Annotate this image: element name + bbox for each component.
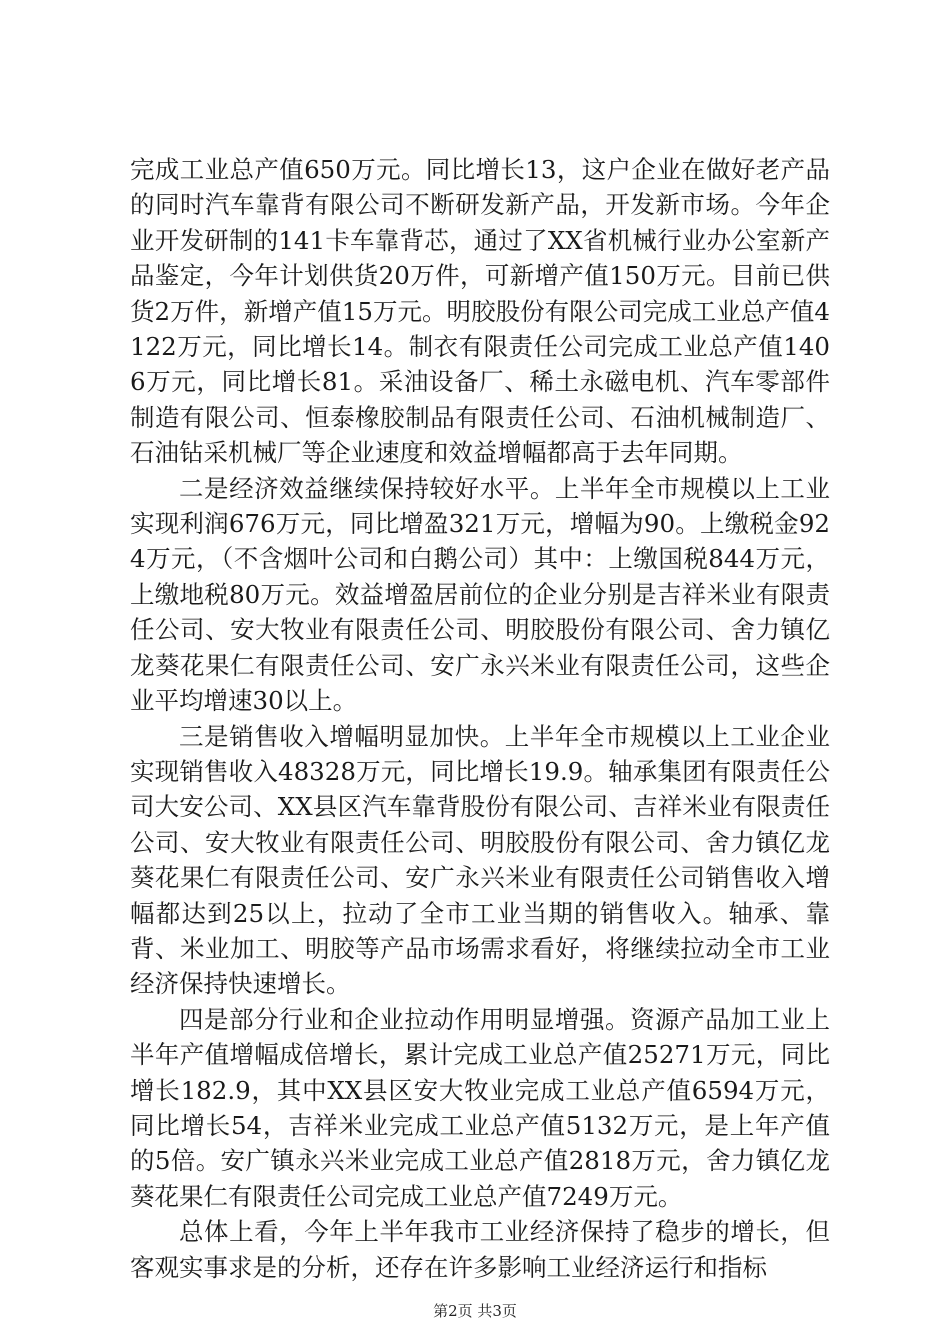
- document-body: [130, 152, 830, 1285]
- paragraph-5: 总体上看，今年上半年我市工业经济保持了稳步的增长，但客观实事求是的分析，还存在许多影响工业经济运行和指标: [130, 1217, 830, 1282]
- paragraph-4: 四是部分行业和企业拉动作用明显增强。资源产品加工业上半年产值增幅成倍增长，累计完成工业总产值25271万元，同比增长182.9，其中XX县区安大牧业完成工业总产值6594万元，同比增长54，吉祥米业完成工业总产值5132万元，是上年产值的5倍。安广镇永兴米业完成工业总产值2818万元，舍力镇亿龙葵花果仁有限责任公司完成工业总产值7249万元。: [130, 1004, 830, 1211]
- paragraph-3: 三是销售收入增幅明显加快。上半年全市规模以上工业企业实现销售收入48328万元，同比增长19.9。轴承集团有限责任公司大安公司、XX县区汽车靠背股份有限公司、吉祥米业有限责任公司、安大牧业有限责任公司、明胶股份有限公司、舍力镇亿龙葵花果仁有限责任公司、安广永兴米业有限责任公司销售收入增幅都达到25以上，拉动了全市工业当期的销售收入。轴承、靠背、米业加工、明胶等产品市场需求看好，将继续拉动全市工业经济保持快速增长。: [130, 721, 830, 999]
- paragraph-2: 二是经济效益继续保持较好水平。上半年全市规模以上工业实现利润676万元，同比增盈321万元，增幅为90。上缴税金924万元，（不含烟叶公司和白鹅公司）其中：上缴国税844万元，上缴地税80万元。效益增盈居前位的企业分别是吉祥米业有限责任公司、安大牧业有限责任公司、明胶股份有限公司、舍力镇亿龙葵花果仁有限责任公司、安广永兴米业有限责任公司，这些企业平均增速30以上。: [130, 473, 830, 716]
- page-footer: 第2页 共3页: [433, 1302, 517, 1320]
- paragraph-1: 完成工业总产值650万元。同比增长13，这户企业在做好老产品的同时汽车靠背有限公司不断研发新产品，开发新市场。今年企业开发研制的141卡车靠背芯，通过了XX省机械行业办公室新产品鉴定，今年计划供货20万件，可新增产值150万元。目前已供货2万件，新增产值15万元。明胶股份有限公司完成工业总产值4122万元，同比增长14。制衣有限责任公司完成工业总产值1406万元，同比增长81。采油设备厂、稀土永磁电机、汽车零部件制造有限公司、恒泰橡胶制品有限责任公司、石油机械制造厂、石油钻采机械厂等企业速度和效益增幅都高于去年同期。: [130, 155, 830, 468]
